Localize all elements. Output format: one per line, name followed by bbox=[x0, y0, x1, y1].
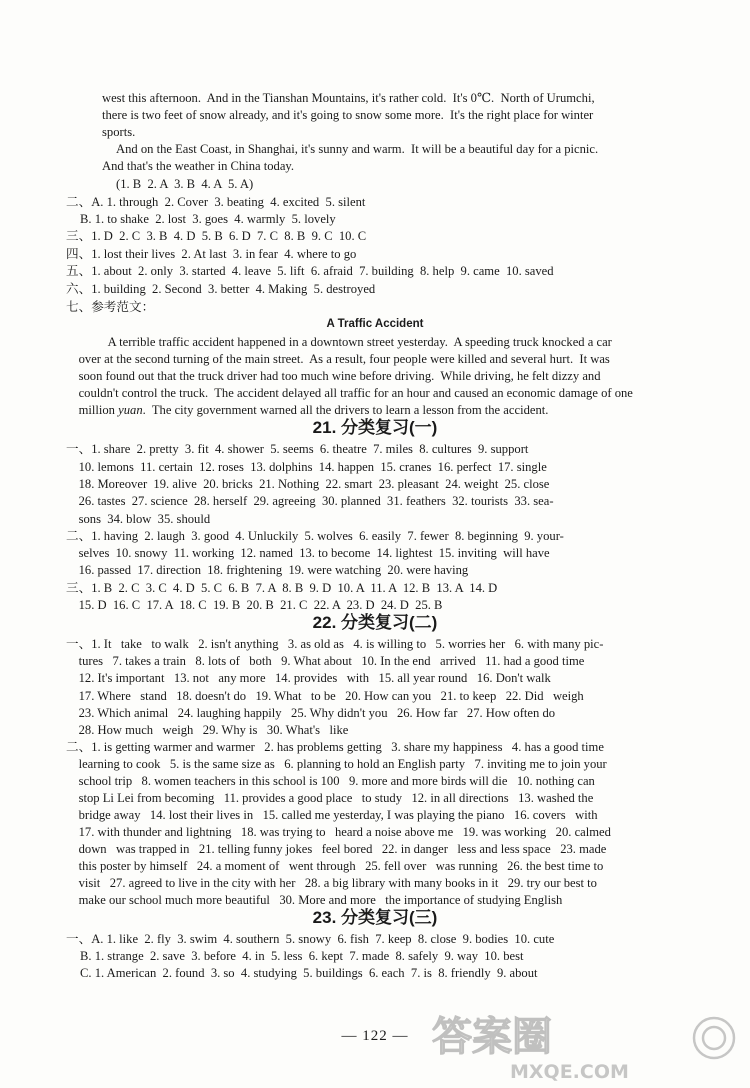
answer-line: 一、A. 1. like 2. fly 3. swim 4. southern 5. snowy 6. fish 7. keep 8. close 9. bodies 10. cute bbox=[66, 932, 555, 946]
answer-line: 二、1. is getting warmer and warmer 2. has problems getting 3. share my happiness 4. has a good time bbox=[66, 740, 604, 754]
answer-line: million yuan. The city government warned all the drivers to learn a lesson from the accident. bbox=[66, 403, 549, 417]
answer-line: 17. with thunder and lightning 18. was trying to heard a noise above me 19. was working 20. calmed bbox=[66, 825, 611, 839]
answer-line: And on the East Coast, in Shanghai, it's sunny and warm. It will be a beautiful day for a picnic. bbox=[116, 142, 599, 156]
answer-line: this poster by himself 24. a moment of went through 25. fell over was running 26. the best time to bbox=[66, 859, 604, 873]
answer-line: 12. It's important 13. not any more 14. provides with 15. all year round 16. Don't walk bbox=[66, 671, 551, 685]
watermark-logo bbox=[424, 1010, 744, 1084]
answer-line: 六、1. building 2. Second 3. better 4. Making 5. destroyed bbox=[66, 282, 376, 296]
answer-line: B. 1. strange 2. save 3. before 4. in 5. less 6. kept 7. made 8. safely 9. way 10. best bbox=[80, 949, 524, 963]
answer-line: 二、A. 1. through 2. Cover 3. beating 4. excited 5. silent bbox=[66, 195, 366, 209]
answer-line: stop Li Lei from becoming 11. provides a good place to study 12. in all directions 13. washed the bbox=[66, 791, 594, 805]
essay-title: A Traffic Accident bbox=[326, 318, 424, 330]
section-heading: 21. 分类复习(一) bbox=[312, 418, 438, 437]
answer-line: 一、1. It take to walk 2. isn't anything 3. as old as 4. is willing to 5. worries her 6. with many pic- bbox=[66, 637, 604, 651]
answer-line: And that's the weather in China today. bbox=[102, 159, 295, 173]
answer-line: couldn't control the truck. The accident delayed all traffic for an hour and caused an economic damage of one bbox=[66, 386, 633, 400]
answer-line: 四、1. lost their lives 2. At last 3. in fear 4. where to go bbox=[66, 247, 357, 261]
answer-line: 二、1. having 2. laugh 3. good 4. Unluckily 5. wolves 6. easily 7. fewer 8. beginning 9. your- bbox=[66, 529, 564, 543]
answer-line: 七、参考范文： bbox=[66, 300, 155, 314]
answer-line: sons 34. blow 35. should bbox=[66, 512, 211, 526]
answer-line: (1. B 2. A 3. B 4. A 5. A) bbox=[116, 177, 254, 191]
watermark-text: 答案圈 bbox=[432, 1014, 552, 1060]
answer-line: bridge away 14. lost their lives in 15. called me yesterday, I was playing the piano 16. covers with bbox=[66, 808, 598, 822]
watermark-url: MXQE.COM bbox=[510, 1061, 629, 1083]
answer-line: 五、1. about 2. only 3. started 4. leave 5. lift 6. afraid 7. building 8. help 9. came 10. saved bbox=[66, 264, 554, 278]
answer-line: 23. Which animal 24. laughing happily 25. Why didn't you 26. How far 27. How often do bbox=[66, 706, 556, 720]
answer-line: 15. D 16. C 17. A 18. C 19. B 20. B 21. C 22. A 23. D 24. D 25. B bbox=[66, 598, 443, 612]
answer-line: 26. tastes 27. science 28. herself 29. agreeing 30. planned 31. feathers 32. tourists 33. sea- bbox=[66, 494, 554, 508]
answer-line: 28. How much weigh 29. Why is 30. What's like bbox=[66, 723, 349, 737]
answer-line: school trip 8. women teachers in this school is 100 9. more and more birds will die 10. nothing can bbox=[66, 774, 595, 788]
answer-line: C. 1. American 2. found 3. so 4. studying 5. buildings 6. each 7. is 8. friendly 9. about bbox=[80, 966, 538, 980]
answer-line: learning to cook 5. is the same size as 6. planning to hold an English party 7. inviting me to join your bbox=[66, 757, 607, 771]
page-number: — 122 — bbox=[341, 1028, 409, 1044]
answer-line: 16. passed 17. direction 18. frightening 19. were watching 20. were having bbox=[66, 563, 469, 577]
answer-line: there is two feet of snow already, and it's going to snow some more. It's the right place for winter bbox=[102, 108, 594, 122]
answer-line: 三、1. D 2. C 3. B 4. D 5. B 6. D 7. C 8. B 9. C 10. C bbox=[66, 229, 367, 243]
answer-line: sports. bbox=[102, 125, 136, 139]
answer-line: over at the second turning of the main street. As a result, four people were killed and several hurt. It was bbox=[66, 352, 610, 366]
answer-line: B. 1. to shake 2. lost 3. goes 4. warmly 5. lovely bbox=[80, 212, 336, 226]
answer-line: 10. lemons 11. certain 12. roses 13. dolphins 14. happen 15. cranes 16. perfect 17. single bbox=[66, 460, 547, 474]
answer-line: soon found out that the truck driver had too much wine before driving. While driving, he felt dizzy and bbox=[66, 369, 601, 383]
answer-line: 17. Where stand 18. doesn't do 19. What to be 20. How can you 21. to keep 22. Did weigh bbox=[66, 689, 584, 703]
section-heading: 23. 分类复习(三) bbox=[312, 908, 438, 927]
answer-line: make our school much more beautiful 30. More and more the importance of studying English bbox=[66, 893, 563, 907]
answer-line: selves 10. snowy 11. working 12. named 13. to become 14. lightest 15. inviting will have bbox=[66, 546, 550, 560]
answer-line: west this afternoon. And in the Tianshan Mountains, it's rather cold. It's 0℃. North of Urumchi, bbox=[102, 91, 595, 105]
answer-line: 三、1. B 2. C 3. C 4. D 5. C 6. B 7. A 8. B 9. D 10. A 11. A 12. B 13. A 14. D bbox=[66, 581, 498, 595]
answer-line: 一、1. share 2. pretty 3. fit 4. shower 5. seems 6. theatre 7. miles 8. cultures 9. support bbox=[66, 442, 529, 456]
answer-line: tures 7. takes a train 8. lots of both 9. What about 10. In the end arrived 11. had a good time bbox=[66, 654, 585, 668]
answer-line: down was trapped in 21. telling funny jokes feel bored 22. in danger less and less space 23. made bbox=[66, 842, 607, 856]
section-heading: 22. 分类复习(二) bbox=[312, 613, 438, 632]
answer-line: visit 27. agreed to live in the city with her 28. a big library with many books in it 29. try our best to bbox=[66, 876, 597, 890]
answer-line: 18. Moreover 19. alive 20. bricks 21. Nothing 22. smart 23. pleasant 24. weight 25. close bbox=[66, 477, 550, 491]
answer-line: A terrible traffic accident happened in a downtown street yesterday. A speeding truck knocked a car bbox=[102, 335, 612, 349]
